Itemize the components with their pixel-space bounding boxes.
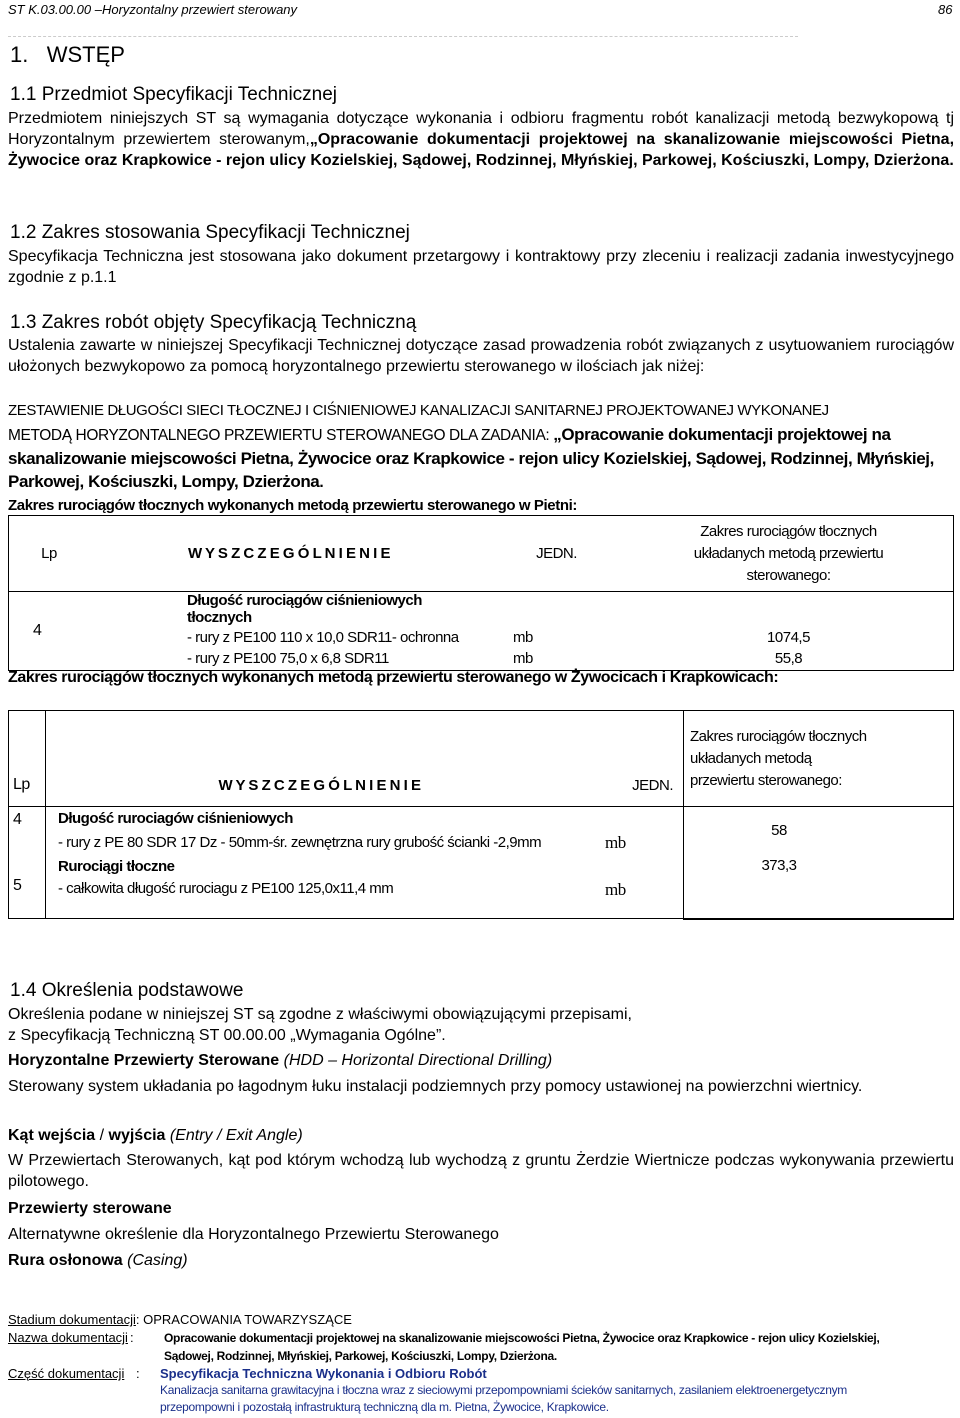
- angle-term2: wyjścia: [108, 1127, 166, 1144]
- section-1-heading: [10, 42, 125, 68]
- t1-header-range: Zakres rurociągów tłocznych układanych metodą przewiertu sterowanego:: [624, 516, 954, 592]
- t1-row1-value: 1074,5: [624, 626, 954, 648]
- s14-text1: Określenia podane w niniejszej ST są zgodne z właściwymi obowiązującymi przepisami,: [8, 1006, 632, 1023]
- header-title: ST K.03.00.00 –Horyzontalny przewiert sterowany: [8, 2, 298, 17]
- stadium-label: Stadium dokumentacji: [8, 1312, 136, 1327]
- t2-header-desc: W Y S Z C Z E G Ó L N I E N I E: [46, 711, 594, 807]
- zestawienie-block: [8, 424, 954, 495]
- s11-text-a: Przedmiotem niniejszych ST są wymagania dotyczące wykonania i odbioru fragmentu robót kanalizacji metodą bezwykopową tj Horyzontalnym przewiertem sterowanym,: [8, 110, 954, 148]
- t1-row1-desc: - rury z PE100 110 x 10,0 SDR11- ochronna: [187, 628, 459, 646]
- angle-english: (Entry / Exit Angle): [165, 1127, 303, 1144]
- t1-title: Długość rurociągów ciśnieniowych tłocznych: [187, 592, 422, 626]
- definition-angle: [8, 1125, 954, 1146]
- t1-header-unit: JEDN.: [489, 516, 624, 592]
- t2-row2-lp: 5: [9, 855, 46, 919]
- t2-row1-unit: mb: [605, 832, 626, 852]
- przewierty-text: Alternatywne określenie dla Horyzontalnego Przewiertu Sterowanego: [8, 1226, 499, 1243]
- t1-header-desc: W Y S Z C Z E G Ó L N I E N I E: [89, 516, 489, 592]
- casing-english: (Casing): [122, 1252, 188, 1269]
- hdd-text: Sterowany system układania po łagodnym łuku instalacji podziemnych przy pomocy ustawionej na powierzchni wiertnicy.: [8, 1078, 863, 1095]
- t2-row1-desc: - rury z PE 80 SDR 17 Dz - 50mm-śr. zewnętrzna rury grubość ścianki -2,9mm: [46, 831, 594, 855]
- t2-row2-unit: mb: [593, 879, 684, 919]
- page-number: 86: [938, 2, 953, 17]
- czesc-colon: :: [136, 1366, 140, 1381]
- t2-header-unit: JEDN.: [593, 711, 684, 807]
- t2-header-lp: Lp: [9, 711, 46, 807]
- t1-header-lp: Lp: [9, 516, 90, 592]
- t1-row2-value: 55,8: [624, 648, 954, 670]
- czesc-label: Część dokumentacji: [8, 1366, 125, 1381]
- stadium-value: : OPRACOWANIA TOWARZYSZĄCE: [135, 1312, 352, 1327]
- section-1-number: 1.: [10, 42, 29, 67]
- hdd-english: (HDD – Horizontal Directional Drilling): [279, 1052, 553, 1069]
- t2-row2-value: 373,3: [684, 855, 954, 919]
- section-1-1-text: [8, 108, 954, 171]
- section-1-title: WSTĘP: [46, 42, 125, 67]
- czesc-desc2: przepompowni i pozostałą infrastrukturą techniczną dla m. Pietna, Żywocice, Krapkowice.: [160, 1400, 609, 1414]
- t2-row2-title: Rurociągi tłoczne: [46, 855, 594, 879]
- section-1-4-title: 1.4 Określenia podstawowe: [10, 980, 244, 1001]
- zestawienie-task: „Opracowanie dokumentacji projektowej na skanalizowanie miejscowości Pietna, Żywocice oraz Krapkowice - rejon ulicy Kozielskiej, Sądowej, Rodzinnej, Młyńskiej, Parkowej, Kościuszki, Lompy, Dzierżona: [8, 425, 934, 491]
- header-divider: [8, 36, 798, 38]
- table1-caption: Zakres rurociągów tłocznych wykonanych metodą przewiertu sterowanego w Pietni:: [8, 497, 577, 514]
- hdd-term: Horyzontalne Przewierty Sterowane: [8, 1052, 280, 1069]
- nazwa-colon: :: [130, 1330, 134, 1345]
- t2-row2-desc: - całkowita długość rurociagu z PE100 125,0x11,4 mm: [46, 879, 594, 919]
- zestawienie-line2: METODĄ HORYZONTALNEGO PRZEWIERTU STEROWANEGO DLA ZADANIA:: [8, 427, 554, 444]
- s14-text2: z Specyfikacją Techniczną ST 00.00.00 „Wymagania Ogólne”.: [8, 1027, 446, 1044]
- nazwa-value1: Opracowanie dokumentacji projektowej na skanalizowanie miejscowości Pietna, Żywocice oraz Krapkowice - rejon ulicy Kozielskiej,: [164, 1331, 880, 1345]
- t1-row2-unit: mb: [489, 648, 624, 670]
- s11-text-c: .: [949, 152, 954, 169]
- definition-casing: [8, 1250, 954, 1271]
- zestawienie-line1: ZESTAWIENIE DŁUGOŚCI SIECI TŁOCZNEJ I CIŚNIENIOWEJ KANALIZACJI SANITARNEJ PROJEKTOWANEJ WYKONANEJ: [8, 402, 829, 419]
- t1-row1-unit: mb: [513, 628, 533, 646]
- nazwa-value2: Sądowej, Rodzinnej, Młyńskiej, Parkowej, Kościuszki, Lompy, Dzierżona.: [164, 1349, 557, 1363]
- section-1-2-title: 1.2 Zakres stosowania Specyfikacji Technicznej: [10, 222, 410, 243]
- nazwa-label: Nazwa dokumentacji: [8, 1330, 128, 1345]
- table-pietnia: [8, 515, 954, 671]
- t1-lp: 4: [9, 592, 90, 671]
- section-1-3-title: 1.3 Zakres robót objęty Specyfikacją Techniczną: [10, 312, 417, 333]
- czesc-desc1: Kanalizacja sanitarna grawitacyjna i tłoczna wraz z sieciowymi przepompowniami ścieków sanitarnych, zasilaniem elektroenergetycznym: [160, 1383, 848, 1397]
- s11-text-b: „Opracowanie dokumentacji projektowej na skanalizowanie miejscowości Pietna, Żywocice oraz Krapkowice - rejon ulicy Kozielskiej, Sądowej, Rodzinnej, Młyńskiej, Parkowej, Kościuszki, Lompy, Dzierżona: [8, 131, 955, 169]
- przewierty-term: Przewierty sterowane: [8, 1200, 172, 1217]
- t2-row1-title: Długość rurociagów ciśnieniowych: [46, 807, 594, 831]
- section-1-1-title: 1.1 Przedmiot Specyfikacji Technicznej: [10, 84, 338, 105]
- table2-caption: Zakres rurociągów tłocznych wykonanych metodą przewiertu sterowanego w Żywocicach i Krapkowicach:: [8, 669, 779, 686]
- section-1-2-text: Specyfikacja Techniczna jest stosowana jako dokument przetargowy i kontraktowy przy zleceniu i realizacji zadania inwestycyjnego zgodnie z p.1.1: [8, 248, 954, 286]
- angle-text: W Przewiertach Sterowanych, kąt pod którym wchodzą lub wychodzą z gruntu Żerdzie Wiertnicze podczas wykonywania przewiertu pilotowego.: [8, 1152, 954, 1190]
- angle-term: Kąt wejścia: [8, 1127, 96, 1144]
- angle-sep: /: [95, 1127, 109, 1144]
- footer-stadium: [8, 1312, 352, 1327]
- casing-term: Rura osłonowa: [8, 1252, 123, 1269]
- definition-hdd: [8, 1050, 954, 1071]
- t2-row1-value: 58: [684, 807, 954, 855]
- zestawienie-end: .: [319, 474, 324, 491]
- t2-header-range: Zakres rurociągów tłocznych układanych metodą przewiertu sterowanego:: [684, 711, 954, 807]
- t1-row2-desc: - rury z PE100 75,0 x 6,8 SDR11: [89, 648, 489, 670]
- section-1-3-text: Ustalenia zawarte w niniejszej Specyfikacji Technicznej dotyczące zasad prowadzenia robót związanych z usytuowaniem rurociągów ułożonych bezwykopowo za pomocą horyzontalnego przewiertu sterowanego w ilościach jak niżej:: [8, 337, 954, 375]
- table-zywocice-krapkowice: [8, 710, 954, 920]
- czesc-value: Specyfikacja Techniczna Wykonania i Odbioru Robót: [160, 1366, 487, 1381]
- t2-row1-lp: 4: [9, 807, 46, 855]
